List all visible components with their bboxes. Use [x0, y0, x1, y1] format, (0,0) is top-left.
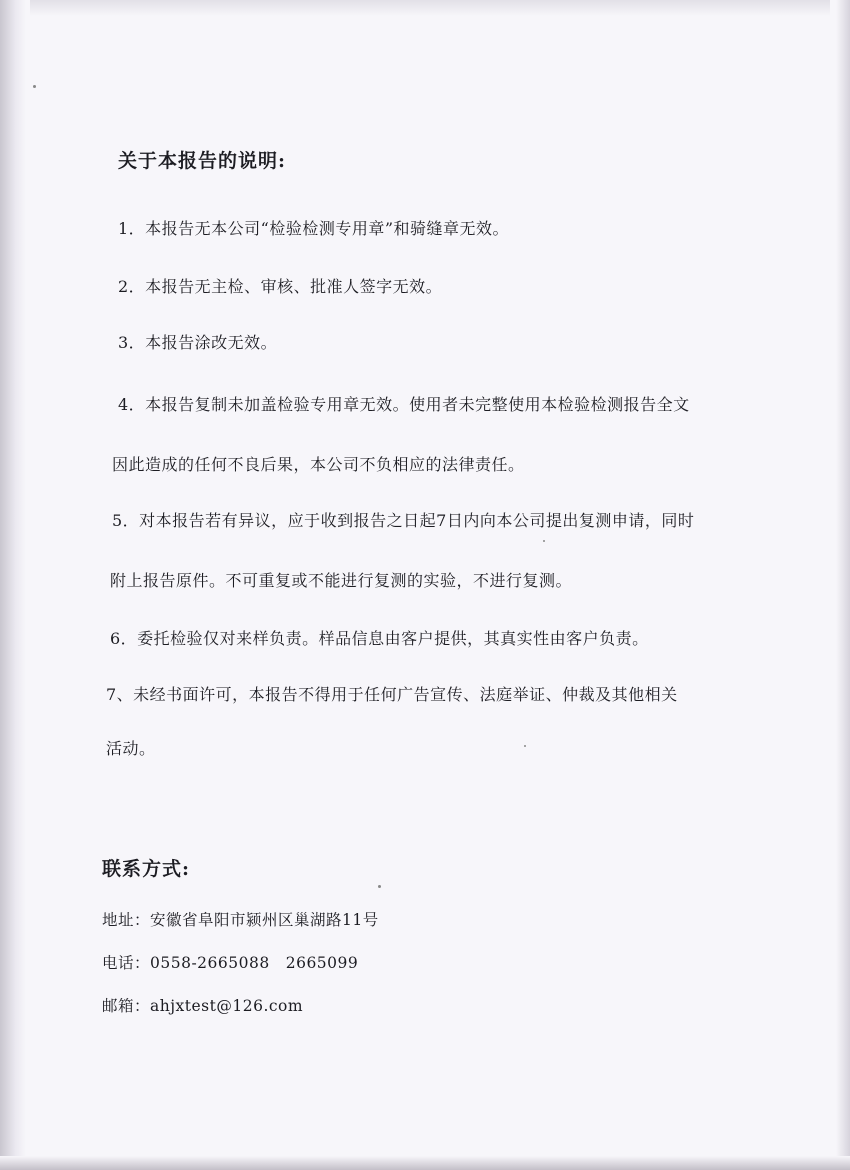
notice-line-7-cont: 活动。: [106, 739, 156, 758]
scan-edge-bottom: [0, 1156, 850, 1170]
notice-line-5: 5．对本报告若有异议，应于收到报告之日起7日内向本公司提出复测申请，同时: [112, 511, 695, 530]
notice-line-6: 6．委托检验仅对来样负责。样品信息由客户提供，其真实性由客户负责。: [110, 629, 649, 648]
notice-line-4-cont: 因此造成的任何不良后果，本公司不负相应的法律责任。: [112, 455, 525, 474]
contact-email: 邮箱：ahjxtest@126.com: [102, 997, 304, 1015]
notice-line-4: 4．本报告复制未加盖检验专用章无效。使用者未完整使用本检验检测报告全文: [118, 395, 690, 414]
notice-line-3: 3．本报告涂改无效。: [118, 333, 278, 352]
scan-speck: [543, 540, 545, 542]
contact-heading: 联系方式:: [102, 858, 191, 880]
notice-heading: 关于本报告的说明:: [118, 150, 287, 172]
scan-speck: [524, 745, 526, 747]
scan-speck: [33, 85, 36, 88]
scan-edge-left: [0, 0, 26, 1170]
notice-line-1: 1．本报告无本公司“检验检测专用章”和骑缝章无效。: [118, 219, 510, 238]
scan-edge-right: [836, 0, 850, 1170]
notice-line-7: 7、未经书面许可，本报告不得用于任何广告宣传、法庭举证、仲裁及其他相关: [106, 685, 678, 704]
scan-speck: [378, 885, 381, 888]
contact-address: 地址：安徽省阜阳市颍州区巢湖路11号: [102, 911, 379, 929]
notice-line-5-cont: 附上报告原件。不可重复或不能进行复测的实验，不进行复测。: [110, 571, 573, 590]
scan-edge-top: [30, 0, 830, 16]
notice-line-2: 2．本报告无主检、审核、批准人签字无效。: [118, 277, 443, 296]
contact-phone: 电话：0558-2665088 2665099: [102, 954, 359, 972]
